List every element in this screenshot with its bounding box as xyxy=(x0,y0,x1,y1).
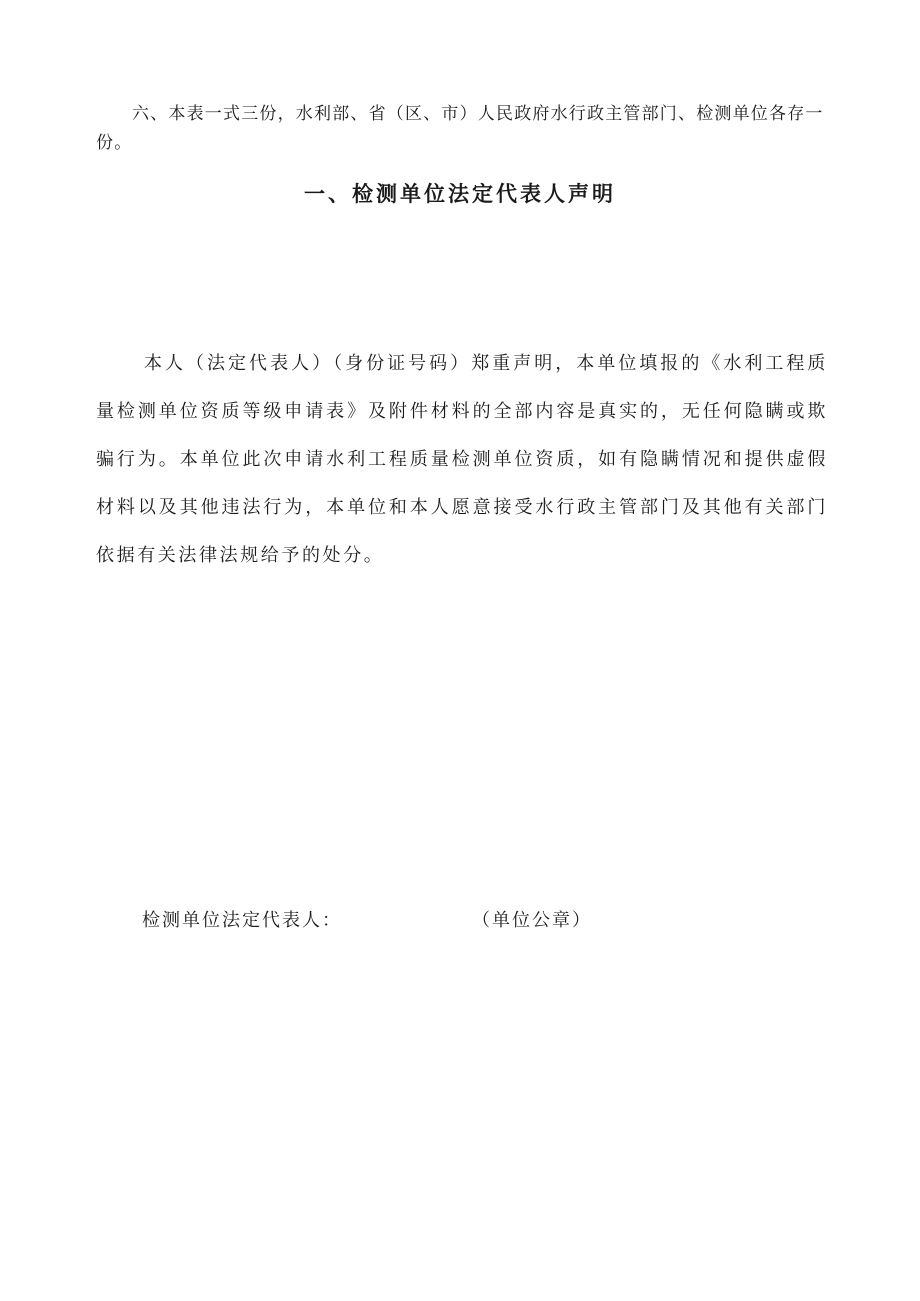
section-title: 一、检测单位法定代表人声明 xyxy=(304,182,616,206)
seal-label: （单位公章） xyxy=(472,910,592,931)
signature-label: 检测单位法定代表人： xyxy=(142,910,342,931)
declaration-paragraph: 本人（法定代表人）（身份证号码）郑重声明，本单位填报的《水利工程质量检测单位资质等级申请表》及附件材料的全部内容是真实的，无任何隐瞒或欺骗行为。本单位此次申请水利工程质量检测单位资质，如有隐瞒情况和提供虚假材料以及其他违法行为，本单位和本人愿意接受水行政主管部门及其他有关部门依据有关法律法规给予的处分。 xyxy=(96,353,828,566)
signature-line xyxy=(142,906,842,932)
note-paragraph: 六、本表一式三份，水利部、省（区、市）人民政府水行政主管部门、检测单位各存一份。 xyxy=(96,104,824,153)
